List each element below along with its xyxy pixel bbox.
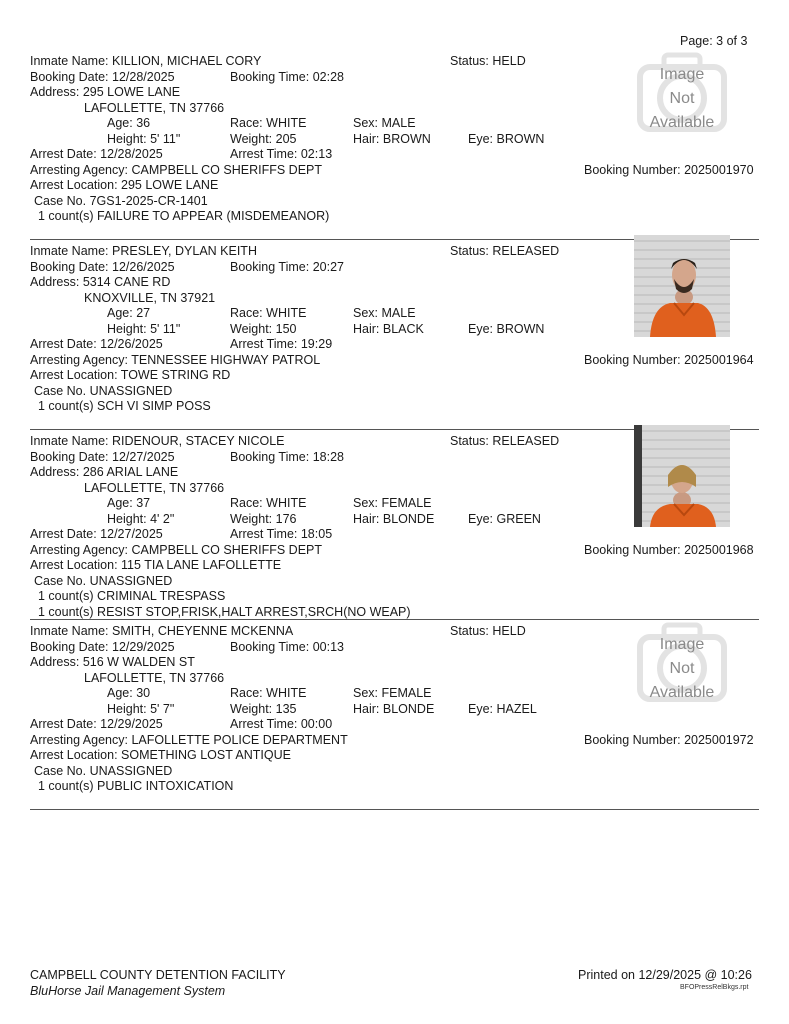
status-line (450, 54, 526, 68)
sex-line (353, 116, 416, 130)
age-value: 27 (136, 306, 151, 320)
arrest-date-line (30, 337, 163, 351)
status-line (450, 434, 559, 448)
booking-number-line (584, 163, 754, 177)
mugshot-photo (634, 425, 730, 527)
booking-number-line (584, 353, 754, 367)
age-label: Age: (107, 686, 133, 700)
page-number: Page: 3 of 3 (680, 34, 748, 48)
record-divider (30, 809, 759, 810)
arrest-time-value: 00:00 (300, 717, 333, 731)
arresting-agency-value: CAMPBELL CO SHERIFFS DEPT (131, 162, 322, 177)
eye-label: Eye: (468, 701, 494, 716)
status-value: HELD (492, 624, 526, 638)
arresting-agency-label: Arresting Agency: (30, 352, 128, 367)
case-number-line (34, 764, 172, 778)
arrest-time-label: Arrest Time: (230, 717, 298, 731)
arrest-time-label: Arrest Time: (230, 527, 298, 541)
printed-timestamp: Printed on 12/29/2025 @ 10:26 (578, 968, 752, 982)
race-label: Race: (230, 686, 263, 700)
booking-time-label: Booking Time: (230, 449, 310, 464)
race-line (230, 496, 306, 510)
height-value: 5' 11" (150, 131, 181, 146)
address-label: Address: (30, 465, 80, 479)
city-value: LAFOLLETTE, TN 37766 (84, 480, 225, 495)
arrest-date-label: Arrest Date: (30, 717, 97, 731)
sex-label: Sex: (353, 306, 379, 320)
eye-line (468, 512, 541, 526)
booking-record (0, 432, 789, 622)
eye-label: Eye: (468, 131, 494, 146)
arrest-time-value: 18:05 (300, 527, 333, 541)
address-line (30, 465, 178, 479)
status-label: Status: (450, 244, 489, 258)
case-number-value: UNASSIGNED (89, 573, 173, 588)
booking-date-label: Booking Date: (30, 259, 109, 274)
inmate-name-label: Inmate Name: (30, 244, 109, 258)
weight-label: Weight: (230, 131, 273, 146)
address-line (30, 655, 195, 669)
mugshot-photo (634, 235, 730, 337)
eye-value: HAZEL (496, 701, 537, 716)
height-label: Height: (107, 131, 147, 146)
inmate-name-line (30, 624, 293, 638)
booking-date-value: 12/29/2025 (112, 639, 175, 654)
hair-label: Hair: (353, 321, 380, 336)
inmate-name-line (30, 54, 261, 68)
arrest-time-value: 19:29 (300, 337, 333, 351)
booking-date-line (30, 260, 175, 274)
arrest-date-label: Arrest Date: (30, 337, 97, 351)
arrest-location-label: Arrest Location: (30, 748, 118, 762)
no-image-text-3: Available (649, 114, 715, 131)
arrest-location-value: 295 LOWE LANE (121, 178, 219, 192)
arrest-location-line (30, 368, 230, 382)
inmate-name-label: Inmate Name: (30, 54, 109, 68)
sex-value: MALE (381, 306, 416, 320)
eye-line (468, 322, 544, 336)
height-line (107, 132, 180, 146)
booking-date-value: 12/26/2025 (112, 259, 175, 274)
system-name: BluHorse Jail Management System (30, 984, 226, 998)
status-value: RELEASED (492, 244, 560, 258)
address-line (30, 275, 170, 289)
booking-date-line (30, 450, 175, 464)
eye-value: BROWN (496, 131, 545, 146)
booking-date-value: 12/27/2025 (112, 449, 175, 464)
weight-line (230, 702, 297, 716)
arrest-location-label: Arrest Location: (30, 368, 118, 382)
status-line (450, 244, 559, 258)
booking-date-label: Booking Date: (30, 639, 109, 654)
address-label: Address: (30, 275, 80, 289)
booking-number-value: 2025001968 (684, 542, 754, 557)
height-value: 5' 11" (150, 321, 181, 336)
booking-number-label: Booking Number: (584, 162, 681, 177)
arrest-time-line (230, 147, 332, 161)
charge-line: 1 count(s) FAILURE TO APPEAR (MISDEMEANOR) (38, 209, 330, 223)
mugshot-image (634, 235, 730, 337)
no-image-text-1: Image (659, 66, 705, 83)
case-number-label: Case No. (34, 573, 87, 588)
booking-date-line (30, 70, 175, 84)
case-number-value: 7GS1-2025-CR-1401 (89, 193, 208, 208)
eye-value: GREEN (496, 511, 541, 526)
address-value: 5314 CANE RD (82, 275, 171, 289)
case-number-line (34, 384, 172, 398)
age-line (107, 496, 150, 510)
arresting-agency-label: Arresting Agency: (30, 542, 128, 557)
race-line (230, 116, 306, 130)
weight-value: 150 (275, 321, 297, 336)
arrest-location-value: TOWE STRING RD (120, 368, 231, 382)
city-value: KNOXVILLE, TN 37921 (84, 290, 216, 305)
age-line (107, 116, 150, 130)
arrest-location-label: Arrest Location: (30, 558, 118, 572)
booking-record (0, 242, 789, 432)
booking-time-line (230, 640, 344, 654)
booking-number-value: 2025001970 (684, 162, 754, 177)
age-label: Age: (107, 306, 133, 320)
booking-time-line (230, 260, 344, 274)
arrest-date-value: 12/28/2025 (100, 147, 163, 161)
city-value: LAFOLLETTE, TN 37766 (84, 670, 225, 685)
no-image-text-3: Available (649, 684, 715, 701)
inmate-name-line (30, 244, 257, 258)
hair-label: Hair: (353, 701, 380, 716)
city-line (84, 481, 224, 495)
booking-time-value: 00:13 (312, 639, 344, 654)
booking-date-value: 12/28/2025 (112, 69, 175, 84)
case-number-label: Case No. (34, 763, 87, 778)
status-line (450, 624, 526, 638)
arresting-agency-line (30, 163, 322, 177)
weight-value: 135 (275, 701, 297, 716)
height-value: 5' 7" (150, 701, 175, 716)
inmate-name-label: Inmate Name: (30, 434, 109, 448)
arresting-agency-line (30, 733, 348, 747)
mugshot-image (634, 425, 730, 527)
age-label: Age: (107, 116, 133, 130)
city-value: LAFOLLETTE, TN 37766 (84, 100, 225, 115)
no-image-text-2: Not (669, 660, 695, 677)
booking-date-line (30, 640, 175, 654)
booking-number-label: Booking Number: (584, 352, 681, 367)
weight-value: 205 (275, 131, 297, 146)
address-value: 295 LOWE LANE (82, 85, 181, 99)
arrest-time-line (230, 527, 332, 541)
inmate-name-value: RIDENOUR, STACEY NICOLE (112, 434, 285, 448)
race-label: Race: (230, 116, 263, 130)
hair-label: Hair: (353, 131, 380, 146)
status-label: Status: (450, 54, 489, 68)
arrest-date-line (30, 527, 163, 541)
age-value: 36 (136, 116, 151, 130)
sex-line (353, 686, 432, 700)
booking-time-value: 20:27 (312, 259, 344, 274)
sex-value: FEMALE (381, 496, 432, 510)
hair-value: BLACK (382, 321, 424, 336)
height-line (107, 702, 174, 716)
eye-value: BROWN (496, 321, 545, 336)
race-label: Race: (230, 496, 263, 510)
weight-label: Weight: (230, 511, 273, 526)
arrest-time-label: Arrest Time: (230, 147, 298, 161)
sex-label: Sex: (353, 496, 379, 510)
status-label: Status: (450, 624, 489, 638)
booking-date-label: Booking Date: (30, 449, 109, 464)
height-label: Height: (107, 511, 147, 526)
no-image-text-2: Not (669, 90, 695, 107)
sex-line (353, 496, 432, 510)
arresting-agency-line (30, 543, 322, 557)
booking-record (0, 52, 789, 242)
charge-line: 1 count(s) SCH VI SIMP POSS (38, 399, 211, 413)
inmate-name-line (30, 434, 285, 448)
booking-time-label: Booking Time: (230, 259, 310, 274)
arrest-time-line (230, 717, 332, 731)
booking-number-line (584, 733, 754, 747)
arrest-date-value: 12/27/2025 (100, 527, 163, 541)
address-value: 516 W WALDEN ST (82, 655, 195, 669)
status-label: Status: (450, 434, 489, 448)
race-value: WHITE (266, 116, 307, 130)
eye-line (468, 702, 537, 716)
facility-name: CAMPBELL COUNTY DETENTION FACILITY (30, 968, 286, 982)
arrest-location-line (30, 178, 218, 192)
charge-line: 1 count(s) PUBLIC INTOXICATION (38, 779, 234, 793)
inmate-name-value: SMITH, CHEYENNE MCKENNA (112, 624, 294, 638)
eye-line (468, 132, 544, 146)
image-not-available-placeholder (634, 615, 730, 717)
arrest-time-line (230, 337, 332, 351)
hair-line (353, 322, 424, 336)
booking-number-line (584, 543, 754, 557)
booking-record (0, 622, 789, 812)
race-value: WHITE (266, 496, 307, 510)
case-number-label: Case No. (34, 383, 87, 398)
sex-line (353, 306, 416, 320)
charge-line: 1 count(s) CRIMINAL TRESPASS (38, 589, 226, 603)
hair-label: Hair: (353, 511, 380, 526)
inmate-name-value: KILLION, MICHAEL CORY (112, 54, 262, 68)
booking-time-value: 02:28 (312, 69, 344, 84)
weight-line (230, 132, 297, 146)
hair-line (353, 132, 431, 146)
arrest-location-line (30, 558, 281, 572)
arrest-location-label: Arrest Location: (30, 178, 118, 192)
arrest-date-label: Arrest Date: (30, 147, 97, 161)
booking-time-line (230, 450, 344, 464)
arresting-agency-label: Arresting Agency: (30, 162, 128, 177)
sex-label: Sex: (353, 116, 379, 130)
booking-number-label: Booking Number: (584, 732, 681, 747)
hair-value: BLONDE (382, 511, 435, 526)
booking-number-value: 2025001964 (684, 352, 754, 367)
charge-line: 1 count(s) RESIST STOP,FRISK,HALT ARREST,SRCH(NO WEAP) (38, 604, 411, 619)
hair-line (353, 512, 434, 526)
race-line (230, 306, 306, 320)
race-value: WHITE (266, 686, 307, 700)
booking-number-value: 2025001972 (684, 732, 754, 747)
arrest-location-value: 115 TIA LANE LAFOLLETTE (121, 558, 282, 572)
height-line (107, 512, 174, 526)
address-label: Address: (30, 655, 80, 669)
age-value: 37 (136, 496, 151, 510)
arrest-date-value: 12/29/2025 (100, 717, 163, 731)
height-label: Height: (107, 321, 147, 336)
arrest-time-label: Arrest Time: (230, 337, 298, 351)
address-value: 286 ARIAL LANE (82, 465, 179, 479)
inmate-name-label: Inmate Name: (30, 624, 109, 638)
sex-value: FEMALE (381, 686, 432, 700)
arresting-agency-line (30, 353, 320, 367)
no-image-text-1: Image (659, 636, 705, 653)
booking-time-label: Booking Time: (230, 69, 310, 84)
status-value: RELEASED (492, 434, 560, 448)
arrest-date-line (30, 147, 163, 161)
address-line (30, 85, 180, 99)
race-label: Race: (230, 306, 263, 320)
height-label: Height: (107, 701, 147, 716)
arresting-agency-value: TENNESSEE HIGHWAY PATROL (131, 352, 321, 367)
sex-value: MALE (381, 116, 416, 130)
arrest-location-line (30, 748, 291, 762)
case-number-line (34, 574, 172, 588)
arresting-agency-value: CAMPBELL CO SHERIFFS DEPT (131, 542, 322, 557)
hair-value: BLONDE (382, 701, 435, 716)
race-value: WHITE (266, 306, 307, 320)
eye-label: Eye: (468, 511, 494, 526)
arresting-agency-value: LAFOLLETTE POLICE DEPARTMENT (131, 732, 348, 747)
hair-value: BROWN (382, 131, 431, 146)
arrest-date-line (30, 717, 163, 731)
age-label: Age: (107, 496, 133, 510)
height-line (107, 322, 180, 336)
age-line (107, 306, 150, 320)
weight-line (230, 512, 297, 526)
arrest-date-label: Arrest Date: (30, 527, 97, 541)
case-number-line (34, 194, 208, 208)
case-number-value: UNASSIGNED (89, 763, 173, 778)
booking-date-label: Booking Date: (30, 69, 109, 84)
sex-label: Sex: (353, 686, 379, 700)
height-value: 4' 2" (150, 511, 175, 526)
city-line (84, 291, 215, 305)
age-line (107, 686, 150, 700)
hair-line (353, 702, 434, 716)
city-line (84, 671, 224, 685)
age-value: 30 (136, 686, 151, 700)
arrest-location-value: SOMETHING LOST ANTIQUE (121, 748, 291, 762)
status-value: HELD (492, 54, 526, 68)
case-number-label: Case No. (34, 193, 87, 208)
arrest-date-value: 12/26/2025 (100, 337, 163, 351)
address-label: Address: (30, 85, 80, 99)
race-line (230, 686, 306, 700)
weight-label: Weight: (230, 701, 273, 716)
report-filename: BFOPressRelBkgs.rpt (680, 984, 749, 991)
booking-time-value: 18:28 (312, 449, 344, 464)
camera-placeholder-icon (634, 45, 730, 147)
booking-time-label: Booking Time: (230, 639, 310, 654)
arresting-agency-label: Arresting Agency: (30, 732, 128, 747)
weight-label: Weight: (230, 321, 273, 336)
eye-label: Eye: (468, 321, 494, 336)
camera-placeholder-icon (634, 615, 730, 717)
weight-line (230, 322, 297, 336)
inmate-name-value: PRESLEY, DYLAN KEITH (112, 244, 257, 258)
city-line (84, 101, 224, 115)
booking-time-line (230, 70, 344, 84)
arrest-time-value: 02:13 (300, 147, 333, 161)
case-number-value: UNASSIGNED (89, 383, 173, 398)
weight-value: 176 (275, 511, 297, 526)
image-not-available-placeholder (634, 45, 730, 147)
booking-number-label: Booking Number: (584, 542, 681, 557)
